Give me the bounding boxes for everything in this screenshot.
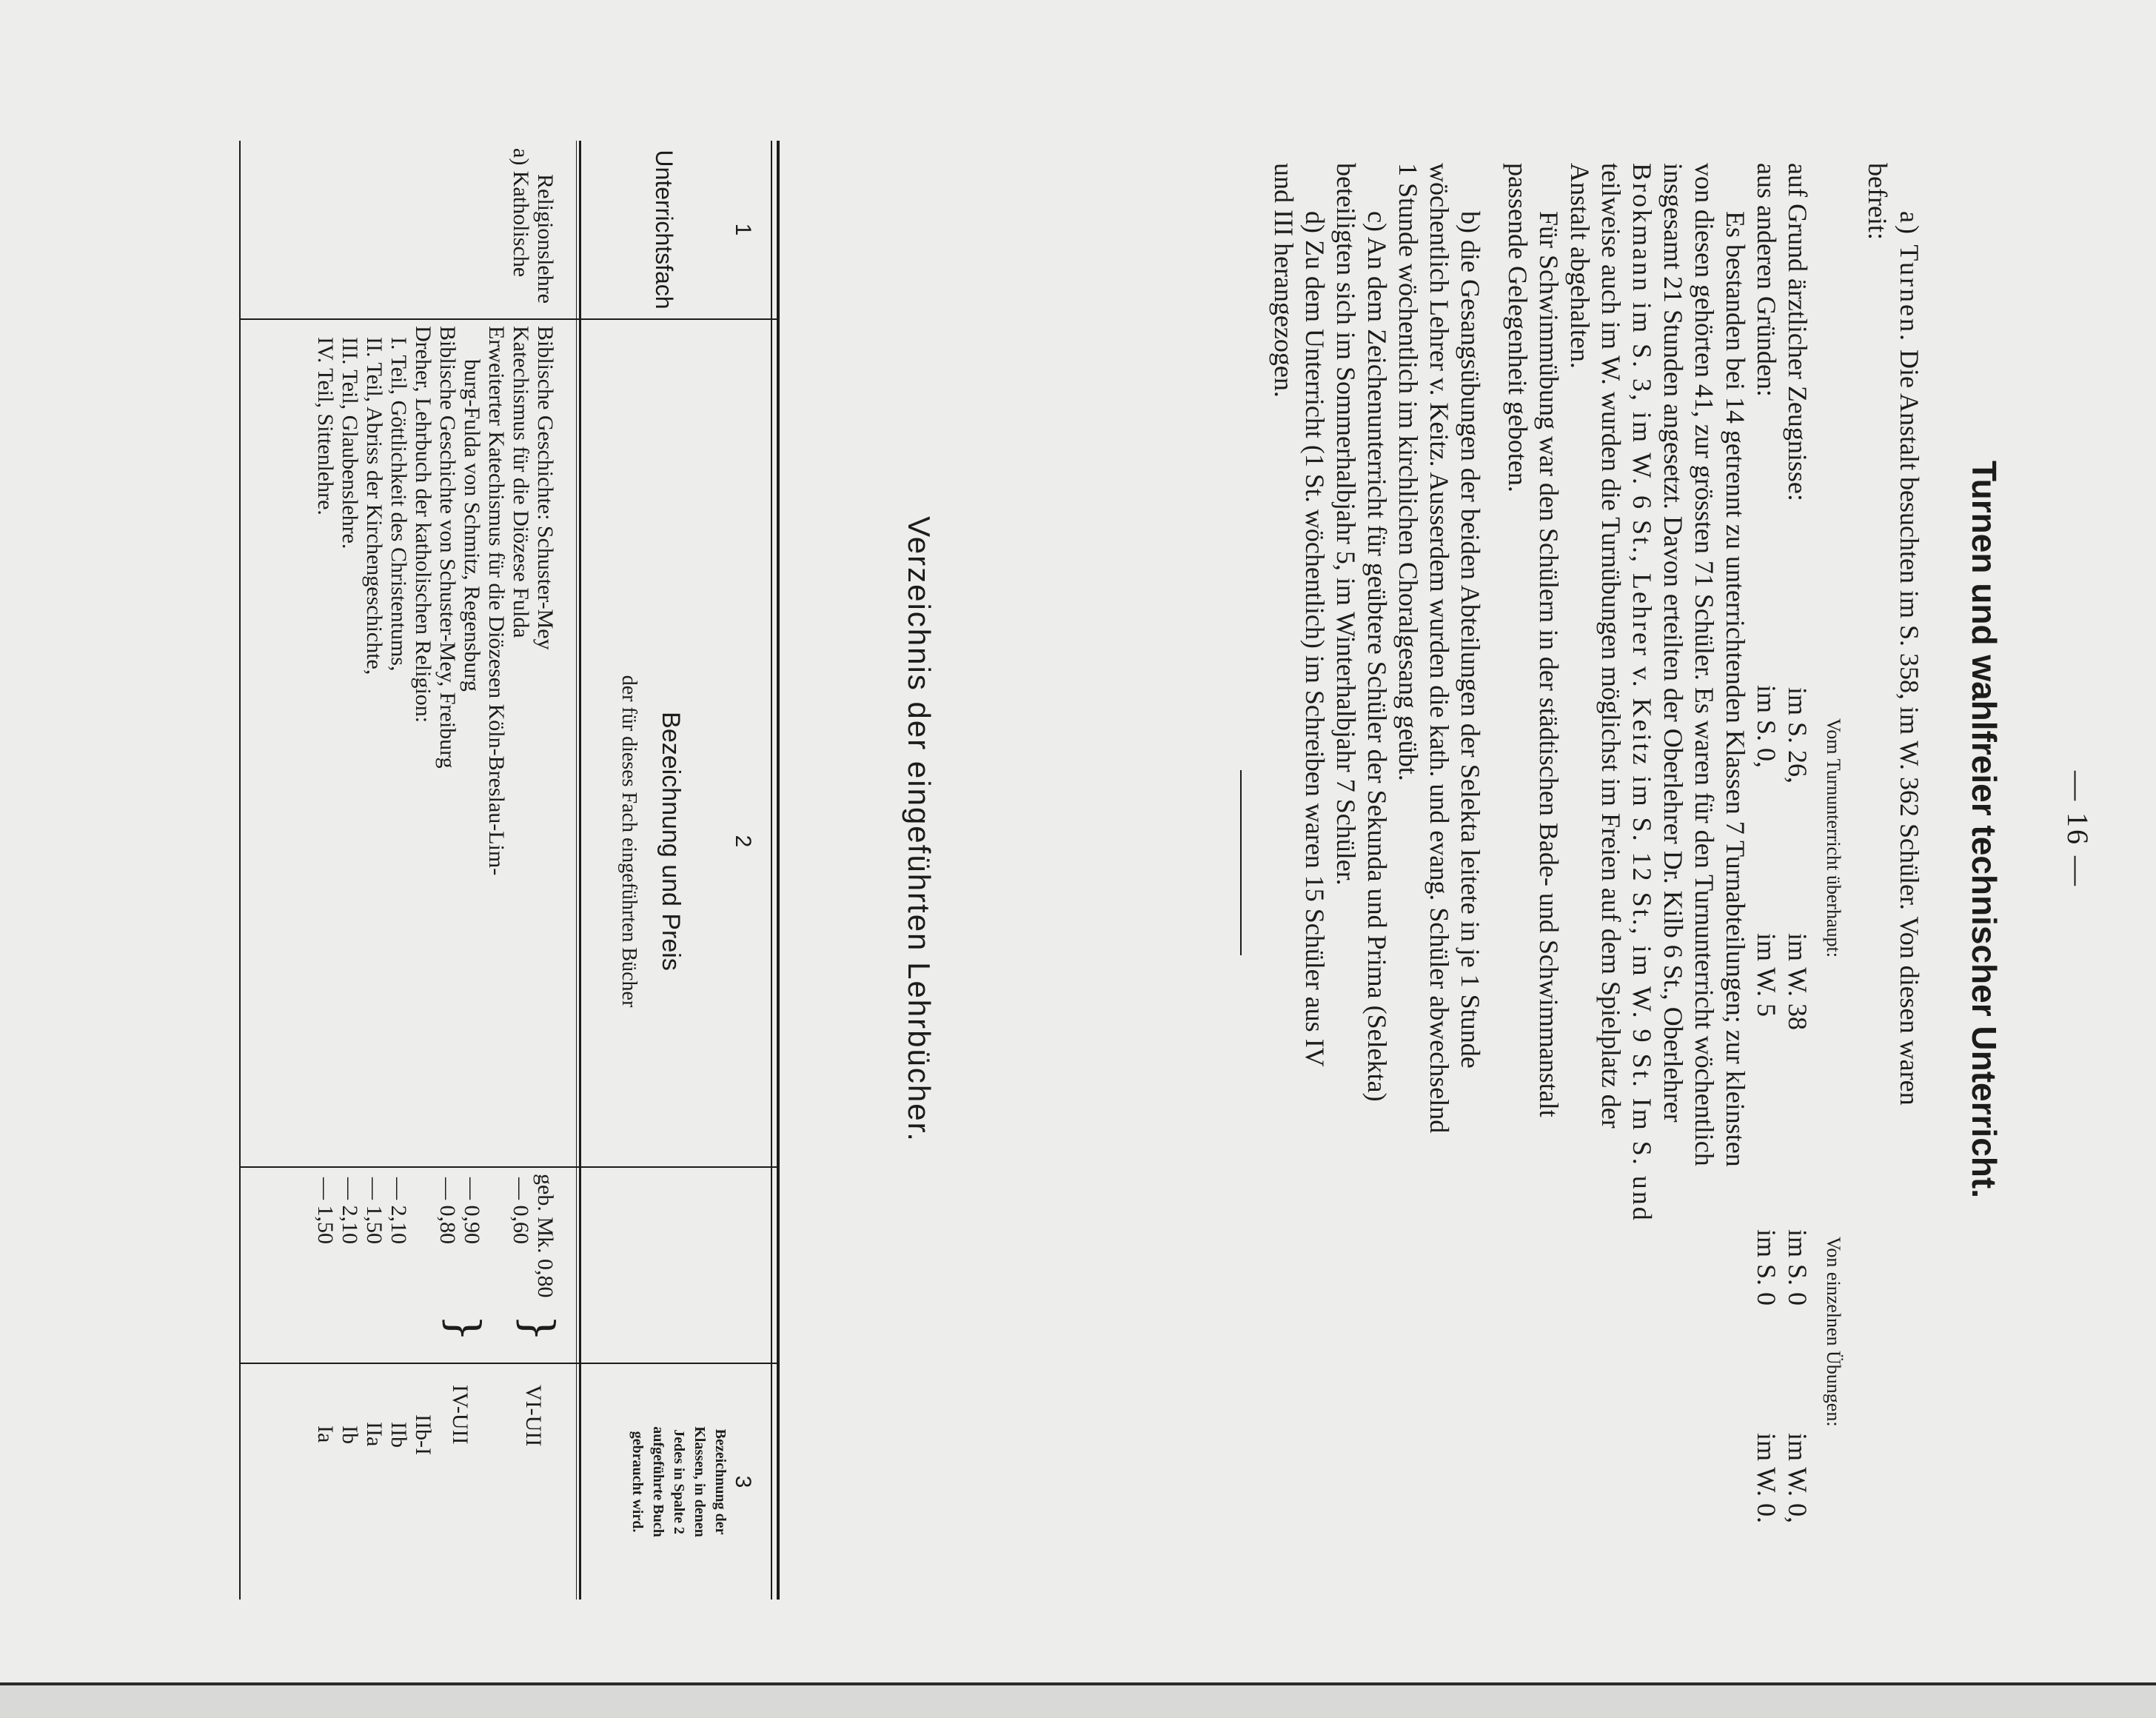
para1-line: insgesamt 21 Stunden angesetzt. Davon erteilten der Oberlehrer Dr. Kilb 6 St., Oberlehrer: [1658, 163, 1688, 1123]
col3-header-line: Jedes in Spalte 2: [671, 1429, 687, 1534]
para1-line: von diesen gehörten 41, zur grössten 71 Schüler. Es waren für den Turnunterricht wöchentlich: [1690, 163, 1719, 1166]
para5-line: und III herangezogen.: [1269, 163, 1299, 398]
para3-line: wöchentlich Lehrer v. Keitz. Ausserdem wurden die kath. und evang. Schüler abwechselnd: [1424, 163, 1454, 1134]
col3-header-line: aufgeführte Buch: [650, 1426, 666, 1537]
col3-header-line: Bezeichnung der: [712, 1428, 729, 1535]
row2-winter: im W. 5: [1752, 933, 1781, 1017]
book-price: — 2,10: [338, 1177, 362, 1244]
row2-winter-single: im W. 0.: [1752, 1433, 1781, 1524]
book-price: — 2,10: [386, 1177, 411, 1244]
para5-line: d) Zu dem Unterricht (1 St. wöchentlich) im Schreiben waren 15 Schüler aus IV: [1300, 211, 1330, 1067]
row1-summer: im S. 26,: [1783, 687, 1812, 784]
row1-winter: im W. 38: [1783, 933, 1812, 1031]
col3-header-line: Klassen, in denen: [692, 1426, 708, 1537]
col1-header: Unterrichtsfach: [651, 150, 677, 310]
subject-label: a) Katholische: [509, 148, 533, 278]
class-range: IIb-I: [411, 1414, 435, 1455]
turnen-heading: a) Turnen.: [1895, 211, 1924, 344]
row2-summer-single: im S. 0: [1752, 1229, 1781, 1306]
book-title: I. Teil, Göttlichkeit des Christentums,: [386, 337, 411, 672]
table-header-rule: [576, 141, 577, 1600]
section-title: Turnen und wahlfreier technischer Unterricht.: [1965, 461, 2003, 1198]
page-number: — 16 —: [2061, 771, 2095, 888]
row2-label: aus anderen Gründen:: [1752, 163, 1781, 397]
book-title: Katechismus für die Diözese Fulda: [509, 326, 533, 638]
book-price: — 0,80: [435, 1177, 460, 1244]
para4-line: c) An dem Zeichenunterricht für geübtere Schüler der Sekunda und Prima (Selekta): [1362, 211, 1392, 1102]
para2-line: Für Schwimmübung war den Schülern in der städtischen Bade- und Schwimmanstalt: [1534, 211, 1564, 1117]
col2-subheader: der für dieses Fach eingeführten Bücher: [617, 675, 640, 1008]
book-price: — 1,50: [362, 1177, 386, 1244]
book-title: III. Teil, Glaubenslehre.: [338, 337, 362, 549]
row1-label: auf Grund ärztlicher Zeugnisse:: [1783, 163, 1812, 501]
book-title: Dreher, Lehrbuch der katholischen Religion:: [411, 326, 435, 723]
table-top-rule: [771, 141, 772, 1600]
row1-summer-single: im S. 0: [1783, 1229, 1812, 1306]
class-range: IIb: [386, 1422, 411, 1448]
class-range: Ib: [338, 1425, 362, 1444]
table-header-rule: [579, 141, 581, 1600]
para2-line: passende Gelegenheit geboten.: [1503, 163, 1533, 492]
header-overall: Vom Turnunterricht überhaupt:: [1823, 718, 1844, 958]
para3-line: 1 Stunde wöchentlich im kirchlichen Choralgesang geübt.: [1393, 163, 1423, 781]
col2-header: Bezeichnung und Preis: [657, 712, 685, 971]
col1-number: 1: [731, 223, 755, 236]
para4-line: beteiligten sich im Sommerhalbjahr 5, im Winterhalbjahr 7 Schüler.: [1331, 163, 1361, 886]
grouping-brace: }: [439, 1314, 489, 1342]
book-title: II. Teil, Abriss der Kirchengeschichte,: [362, 337, 386, 675]
book-price: — 0,60: [509, 1177, 533, 1244]
separator-rule: [1240, 770, 1242, 955]
book-title: Biblische Geschichte: Schuster-Mey: [533, 326, 558, 650]
table-top-rule: [777, 141, 780, 1600]
para1-line: Brokmann im S. 3, im W. 6 St., Lehrer v. Keitz im S. 12 St., im W. 9 St. Im S. und: [1627, 163, 1657, 1223]
book-title: Erweiterter Katechismus für die Diözesen Köln-Breslau-Lim-: [484, 326, 509, 876]
row2-summer: im S. 0,: [1752, 685, 1781, 769]
book-title: Biblische Geschichte von Schuster-Mey, Freiburg: [435, 326, 460, 769]
para1-line: Anstalt abgehalten.: [1565, 163, 1595, 369]
book-price: — 1,50: [313, 1177, 338, 1244]
class-range: VI-UII: [521, 1385, 546, 1447]
row1-winter-single: im W. 0,: [1783, 1433, 1812, 1524]
turnen-line: [1894, 211, 1925, 1106]
turnen-intro: Die Anstalt besuchten im S. 358, im W. 362 Schüler. Von diesen waren: [1895, 350, 1924, 1106]
table-title: Verzeichnis der eingeführten Lehrbücher.: [902, 516, 937, 1143]
para1-line: teilweise auch im W. wurden die Turnübungen möglichst im Freien auf dem Spielplatz der: [1596, 163, 1626, 1129]
printed-page: [93, 22, 2106, 1637]
para1-line: Es bestanden bei 14 getrennt zu unterrichtenden Klassen 7 Turnabteilungen; zur kleinsten: [1721, 211, 1750, 1167]
class-range: IV-UII: [448, 1385, 472, 1445]
befreit-line: befreit:: [1863, 163, 1892, 240]
scanner-edge: [0, 1682, 2156, 1718]
col3-number: 3: [731, 1475, 755, 1488]
book-title: burg-Fulda von Schmitz, Regensburg: [460, 359, 484, 692]
grouping-brace: }: [513, 1314, 563, 1342]
book-title: IV. Teil, Sittenlehre.: [313, 337, 338, 515]
para3-line: b) die Gesangsübungen der beiden Abteilungen der Selekta leitete in je 1 Stunde: [1456, 211, 1485, 1069]
book-price: — 0,90: [460, 1177, 484, 1244]
header-single: Von einzelnen Übungen:: [1823, 1237, 1844, 1427]
table-bottom-rule: [239, 141, 241, 1600]
class-range: IIa: [362, 1422, 386, 1447]
table-col-divider: [239, 318, 780, 320]
class-range: Ia: [313, 1425, 338, 1443]
subject-label: Religionslehre: [533, 174, 558, 304]
col2-number: 2: [731, 835, 755, 848]
book-price: geb. Mk. 0,80: [533, 1174, 558, 1298]
table-col-divider: [239, 1166, 780, 1168]
col3-header-line: gebraucht wird.: [629, 1431, 646, 1533]
